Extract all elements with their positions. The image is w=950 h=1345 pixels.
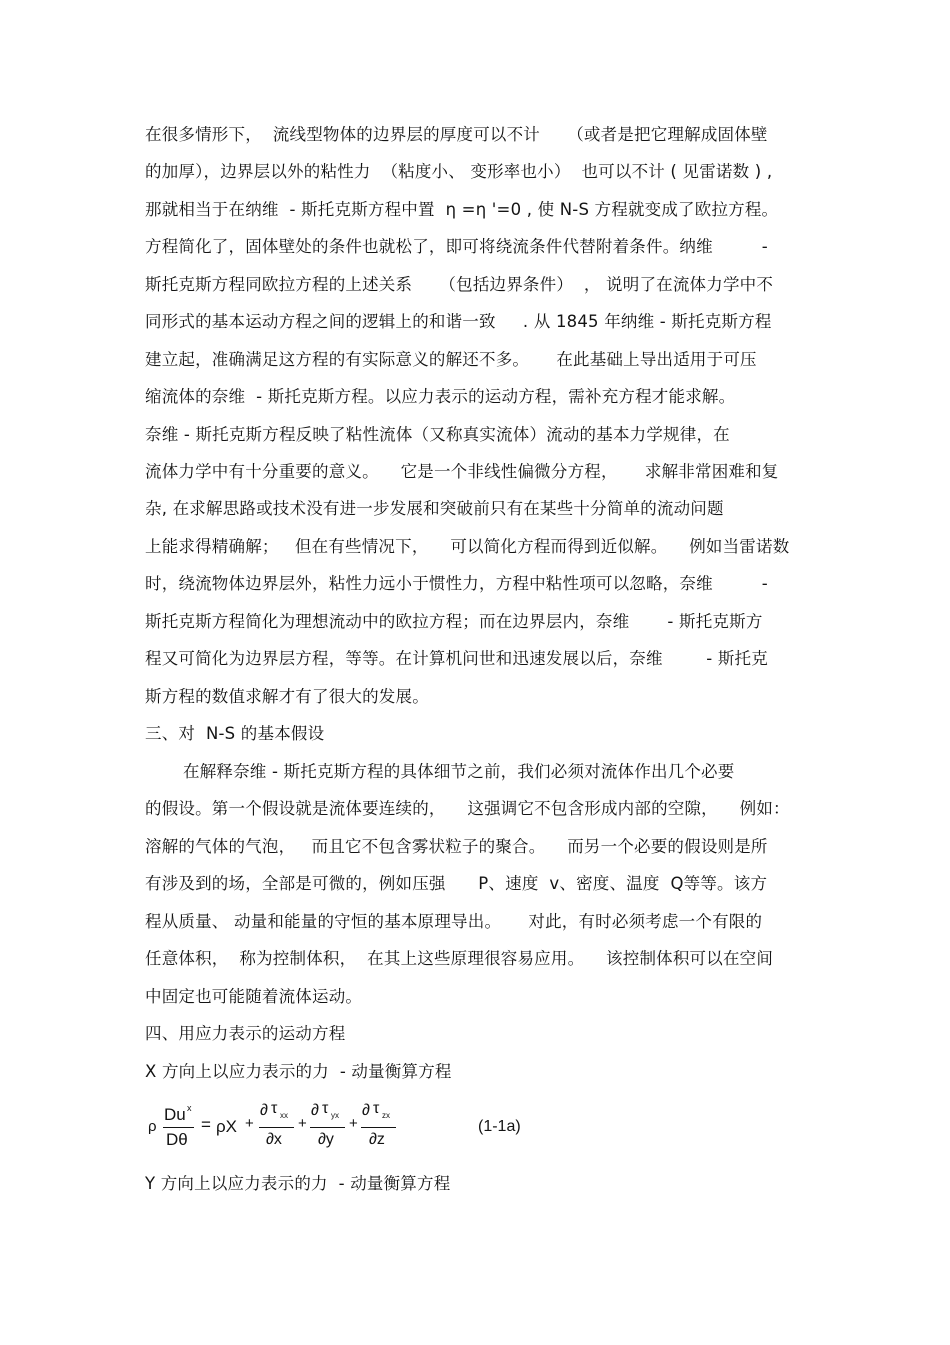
tau-subscript: yx: [331, 1111, 339, 1120]
numerator-subscript: x: [187, 1103, 192, 1113]
tau-symbol: τ: [271, 1100, 278, 1117]
tau-symbol: τ: [373, 1100, 380, 1117]
text-line: 奈维 - 斯托克斯方程反映了粘性流体（又称真实流体）流动的基本力学规律，在: [145, 425, 730, 444]
partial-x: ∂x: [266, 1131, 282, 1148]
text-line: 时，绕流物体边界层外，粘性力远小于惯性力，方程中粘性项可以忽略，奈维 -: [145, 574, 768, 593]
text-line: 同形式的基本运动方程之间的逻辑上的和谐一致 . 从 1845 年纳维 - 斯托克斯方程: [145, 312, 772, 331]
partial-symbol: ∂: [362, 1102, 370, 1119]
fraction-numerator: Du: [164, 1105, 186, 1124]
text-line: 溶解的气体的气泡， 而且它不包含雾状粒子的聚合。 而另一个必要的假设则是所: [145, 837, 768, 856]
plus-sign: +: [298, 1115, 307, 1132]
rho-symbol: ρ: [148, 1118, 157, 1135]
text-line: 的假设。第一个假设就是流体要连续的， 这强调它不包含形成内部的空隙， 例如：: [145, 799, 790, 818]
text-line: 流体力学中有十分重要的意义。 它是一个非线性偏微分方程， 求解非常困难和复: [145, 462, 779, 481]
text-line: 那就相当于在纳维 - 斯托克斯方程中置 η =η '=0 , 使 N-S 方程就变成了欧拉方程。: [145, 200, 779, 219]
tau-subscript: zx: [382, 1111, 390, 1120]
fraction-bar: [259, 1127, 294, 1128]
text-line: 斯方程的数值求解才有了很大的发展。: [145, 687, 429, 706]
body-force-term: ρX: [216, 1117, 238, 1136]
text-line: 杂, 在求解思路或技术没有进一步发展和突破前只有在某些十分简单的流动问题: [145, 499, 724, 518]
tau-symbol: τ: [322, 1100, 329, 1117]
partial-y: ∂y: [318, 1131, 334, 1148]
text-line: 在很多情形下， 流线型物体的边界层的厚度可以不计 （或者是把它理解成固体壁: [145, 125, 768, 144]
text-line: 在解释奈维 - 斯托克斯方程的具体细节之前，我们必须对流体作出几个必要: [183, 762, 735, 781]
equation-caption: Y 方向上以应力表示的力 - 动量衡算方程: [145, 1174, 451, 1193]
partial-z: ∂z: [369, 1131, 385, 1148]
text-line: 任意体积， 称为控制体积， 在其上这些原理很容易应用。 该控制体积可以在空间: [145, 949, 774, 968]
equation-caption: X 方向上以应力表示的力 - 动量衡算方程: [145, 1062, 452, 1081]
partial-symbol: ∂: [311, 1102, 319, 1119]
text-line: 方程简化了，固体壁处的条件也就松了，即可将绕流条件代替附着条件。纳维 -: [145, 237, 768, 256]
text-line: 缩流体的奈维 - 斯托克斯方程。以应力表示的运动方程，需补充方程才能求解。: [145, 387, 736, 406]
text-line: 有涉及到的场，全部是可微的，例如压强 P、速度 v、密度、温度 Q等等。该方: [145, 874, 768, 893]
equals-sign: =: [201, 1115, 211, 1134]
fraction-denominator: Dθ: [166, 1130, 188, 1149]
fraction-bar: [163, 1127, 194, 1128]
text-line: 斯托克斯方程简化为理想流动中的欧拉方程；而在边界层内，奈维 - 斯托克斯方: [145, 612, 763, 631]
text-line: 中固定也可能随着流体运动。: [145, 987, 363, 1006]
plus-sign: +: [349, 1115, 358, 1132]
text-line: 的加厚），边界层以外的粘性力 （粘度小、 变形率也小） 也可以不计 ( 见雷诺数 ) ,: [145, 162, 773, 181]
text-line: 斯托克斯方程同欧拉方程的上述关系 （包括边界条件） ， 说明了在流体力学中不: [145, 275, 774, 294]
section-heading: 三、对 N-S 的基本假设: [145, 724, 325, 743]
fraction-bar: [310, 1127, 345, 1128]
section-heading: 四、用应力表示的运动方程: [145, 1024, 346, 1043]
fraction-bar: [361, 1127, 396, 1128]
text-line: 程从质量、 动量和能量的守恒的基本原理导出。 对此，有时必须考虑一个有限的: [145, 912, 763, 931]
text-line: 建立起，准确满足这方程的有实际意义的解还不多。 在此基础上导出适用于可压: [145, 350, 757, 369]
equation-number: (1-1a): [478, 1118, 521, 1135]
tau-subscript: xx: [280, 1111, 288, 1120]
text-line: 程又可简化为边界层方程，等等。在计算机问世和迅速发展以后，奈维 - 斯托克: [145, 649, 768, 668]
text-line: 上能求得精确解； 但在有些情况下， 可以简化方程而得到近似解。 例如当雷诺数: [145, 537, 790, 556]
partial-symbol: ∂: [260, 1102, 268, 1119]
plus-sign: +: [245, 1115, 254, 1132]
